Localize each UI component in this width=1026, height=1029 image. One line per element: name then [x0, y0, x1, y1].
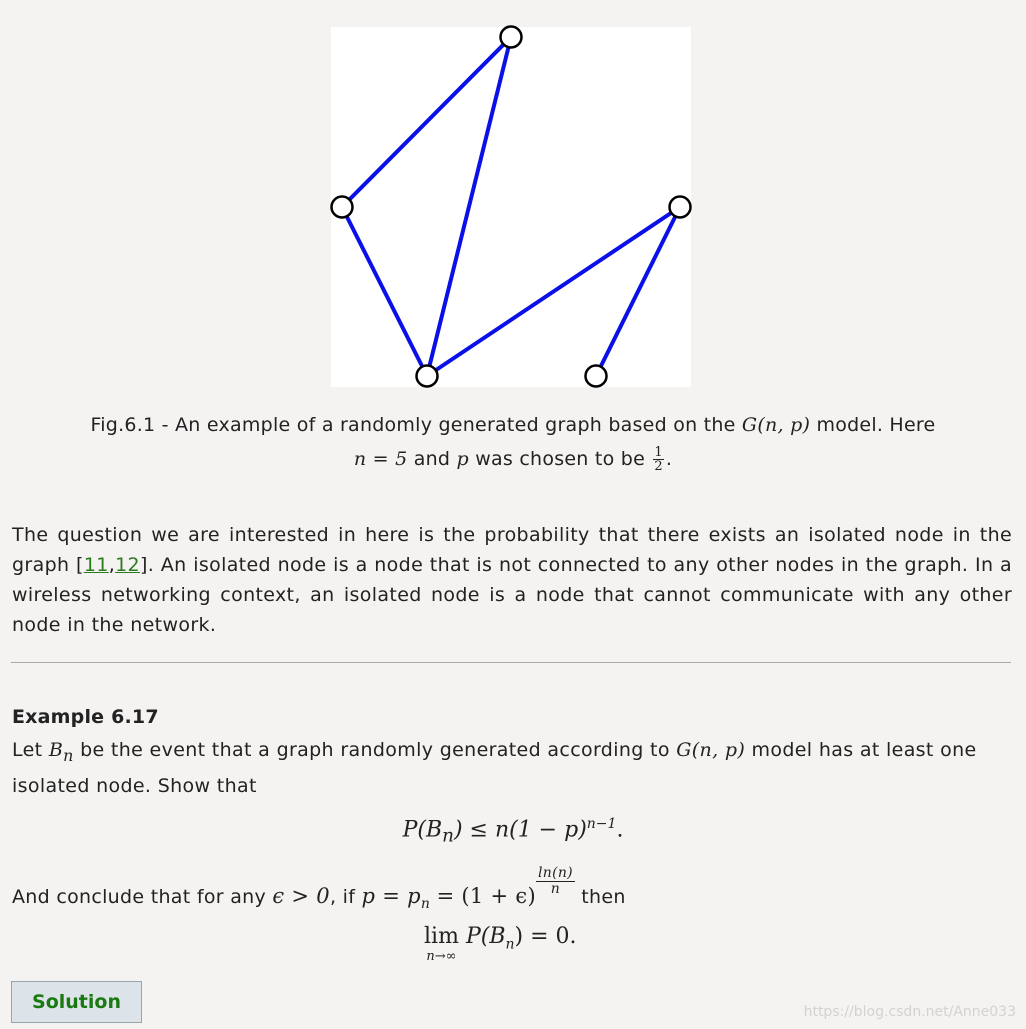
inequality-equation — [0, 816, 1026, 847]
example-body2: model has at least one isolated node. Show that — [12, 739, 977, 797]
solution-button[interactable]: Solution — [11, 981, 142, 1023]
lim-subscript: n→∞ — [426, 949, 457, 964]
graph-node-1 — [501, 27, 522, 48]
section-divider — [11, 662, 1011, 663]
bn-letter: B — [48, 739, 64, 761]
citation-link-12[interactable]: 12 — [115, 554, 140, 576]
eq1-exponent: n−1 — [586, 816, 617, 832]
graph-edge-4 — [427, 207, 680, 376]
graph-node-5 — [586, 366, 607, 387]
exponent-numerator: ln(n) — [538, 865, 573, 881]
example-model: G(n, p) — [676, 739, 746, 761]
watermark: https://blog.csdn.net/Anne033 — [803, 1004, 1016, 1020]
limit-rhs: ) = 0. — [514, 924, 577, 949]
graph-edge-5 — [596, 207, 680, 376]
example-body1: be the event that a graph randomly generated according to — [80, 739, 670, 761]
graph-node-4 — [417, 366, 438, 387]
caption-chosen: was chosen to be — [475, 448, 646, 470]
eq1-lhs: P(B — [402, 817, 443, 843]
limit-operator — [424, 924, 459, 964]
example-let: Let — [12, 739, 43, 761]
graph-edge-2 — [427, 37, 511, 376]
graph-edge-3 — [342, 207, 427, 376]
intro-paragraph — [12, 520, 1012, 640]
example-statement — [12, 735, 1012, 801]
eq1-end: . — [616, 817, 624, 843]
exponent-fraction — [536, 866, 575, 897]
example-title: Example 6.17 — [12, 706, 159, 728]
p-rhs: = (1 + ϵ) — [436, 884, 536, 908]
exponent-denominator: n — [550, 881, 561, 897]
caption-end: . — [665, 448, 673, 470]
eq1-sub: n — [442, 825, 454, 847]
epsilon-condition: ϵ > 0 — [272, 884, 330, 908]
bn-symbol — [48, 739, 74, 765]
caption-and: and — [413, 448, 451, 470]
caption-p: p — [456, 448, 469, 470]
conclude-text: And conclude that for any — [12, 886, 267, 908]
eq1-rhs: ) ≤ n(1 − p) — [453, 817, 587, 843]
random-graph-svg — [331, 27, 691, 387]
citation-link-11[interactable]: 11 — [83, 554, 109, 576]
bn-subscript: n — [63, 745, 74, 765]
graph-edge-1 — [342, 37, 511, 207]
then-text: then — [581, 886, 626, 908]
figure-caption-line2 — [0, 446, 1026, 473]
limit-expr: P(B — [465, 924, 506, 949]
if-text: , if — [329, 886, 356, 908]
graph-node-3 — [670, 197, 691, 218]
caption-n-eq: n = 5 — [353, 448, 408, 470]
caption-model: G(n, p) — [741, 414, 811, 436]
citation-comma: , — [108, 554, 116, 576]
lim-word: lim — [424, 924, 459, 949]
p-subscript: n — [420, 895, 431, 912]
fraction-denominator: 2 — [654, 459, 663, 474]
figure-caption — [0, 414, 1026, 436]
conclusion-statement — [12, 866, 626, 912]
graph-node-2 — [332, 197, 353, 218]
fraction-numerator: 1 — [654, 445, 663, 460]
paragraph-part1: The question we are interested in here is the probability that there exists an isolated node in the graph [ — [12, 524, 1012, 576]
graph-figure — [331, 27, 691, 387]
p-equation: p = p — [361, 884, 421, 908]
caption-prefix: Fig.6.1 - An example of a randomly generated graph based on the — [90, 414, 736, 436]
caption-suffix: model. Here — [816, 414, 936, 436]
caption-fraction — [653, 446, 664, 473]
limit-expr-sub: n — [505, 936, 515, 953]
paragraph-part2: ]. An isolated node is a node that is not connected to any other nodes in the graph. In a wireless networking context, an isolated node is a node that cannot communicate with any other node in the network. — [12, 554, 1012, 636]
limit-equation — [424, 924, 577, 964]
